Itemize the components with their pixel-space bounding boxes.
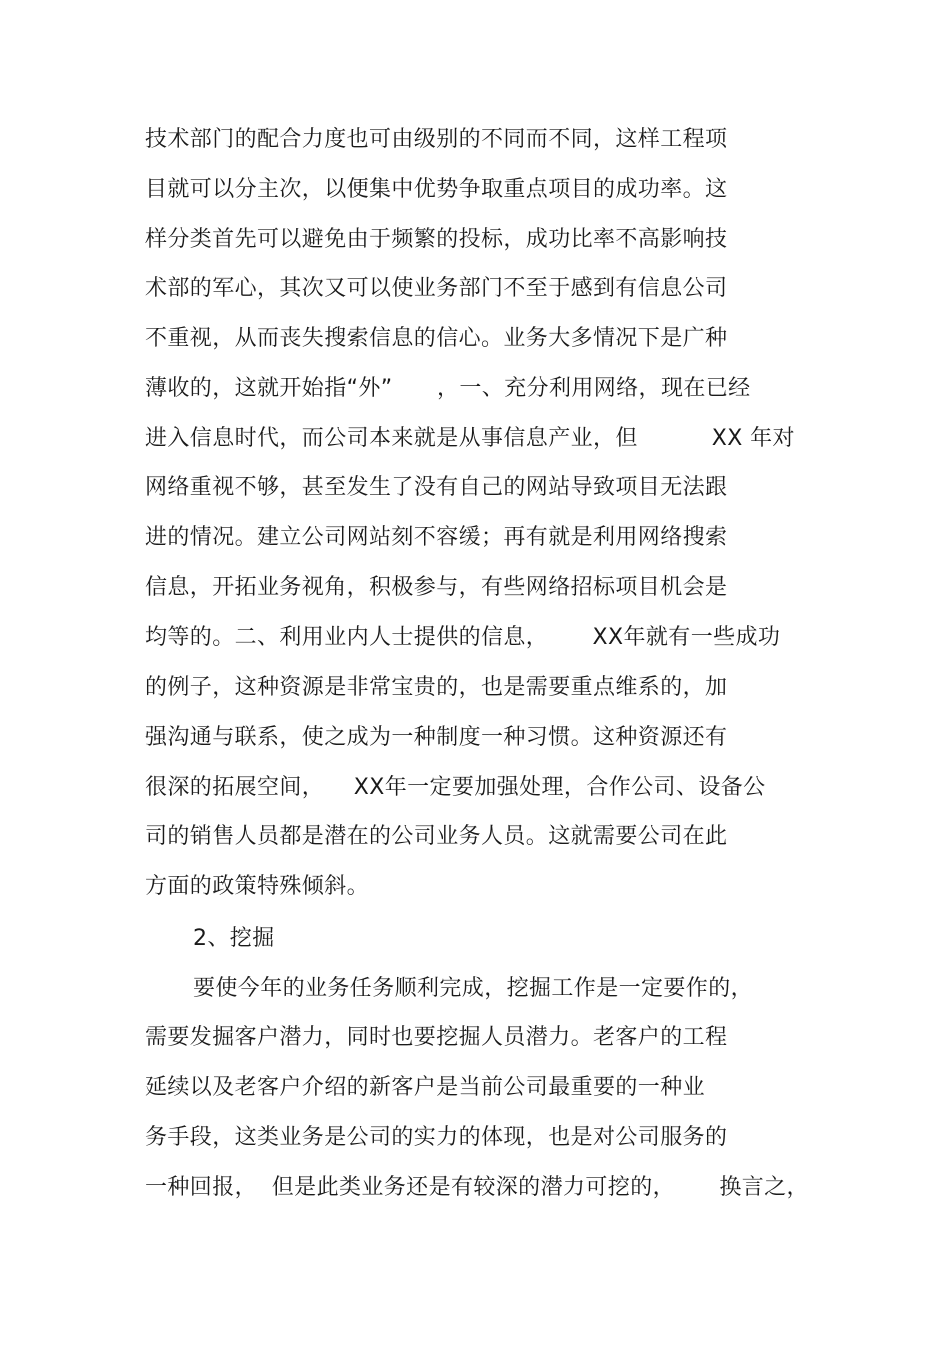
text-line: 信息，开拓业务视角，积极参与，有些网络招标项目机会是 [145,575,728,600]
text-line: 的例子，这种资源是非常宝贵的，也是需要重点维系的，加 [145,675,728,700]
text-line: 进入信息时代，而公司本来就是从事信息产业，但 XX 年对 [145,426,795,451]
text-line: 很深的拓展空间， XX年一定要加强处理，合作公司、设备公 [145,775,766,800]
text-line: 技术部门的配合力度也可由级别的不同而不同，这样工程项 [145,127,728,152]
text-line: 务手段，这类业务是公司的实力的体现，也是对公司服务的 [145,1125,728,1150]
text-line: 样分类首先可以避免由于频繁的投标，成功比率不高影响技 [145,227,728,252]
text-line: 术部的军心，其次又可以使业务部门不至于感到有信息公司 [145,276,728,301]
text-line: 进的情况。建立公司网站刻不容缓；再有就是利用网络搜索 [145,525,728,550]
text-line: 一种回报， 但是此类业务还是有较深的潜力可挖的， 换言之， [145,1175,809,1200]
text-line: 不重视，从而丧失搜索信息的信心。业务大多情况下是广种 [145,326,728,351]
text-line: 方面的政策特殊倾斜。 [145,874,370,899]
text-line: 司的销售人员都是潜在的公司业务人员。这就需要公司在此 [145,824,728,849]
text-line: 薄收的，这就开始指“外” ，一、充分利用网络，现在已经 [145,376,751,401]
text-line: 需要发掘客户潜力，同时也要挖掘人员潜力。老客户的工程 [145,1025,728,1050]
text-line: 要使今年的业务任务顺利完成，挖掘工作是一定要作的， [193,976,754,1001]
text-line: 延续以及老客户介绍的新客户是当前公司最重要的一种业 [145,1075,706,1100]
text-line: 网络重视不够，甚至发生了没有自己的网站导致项目无法跟 [145,475,728,500]
text-line: 均等的。二、利用业内人士提供的信息， XX年就有一些成功 [145,625,781,650]
section-heading: 2、挖掘 [193,926,275,951]
text-line: 强沟通与联系，使之成为一种制度一种习惯。这种资源还有 [145,725,728,750]
text-line: 目就可以分主次，以便集中优势争取重点项目的成功率。这 [145,177,728,202]
